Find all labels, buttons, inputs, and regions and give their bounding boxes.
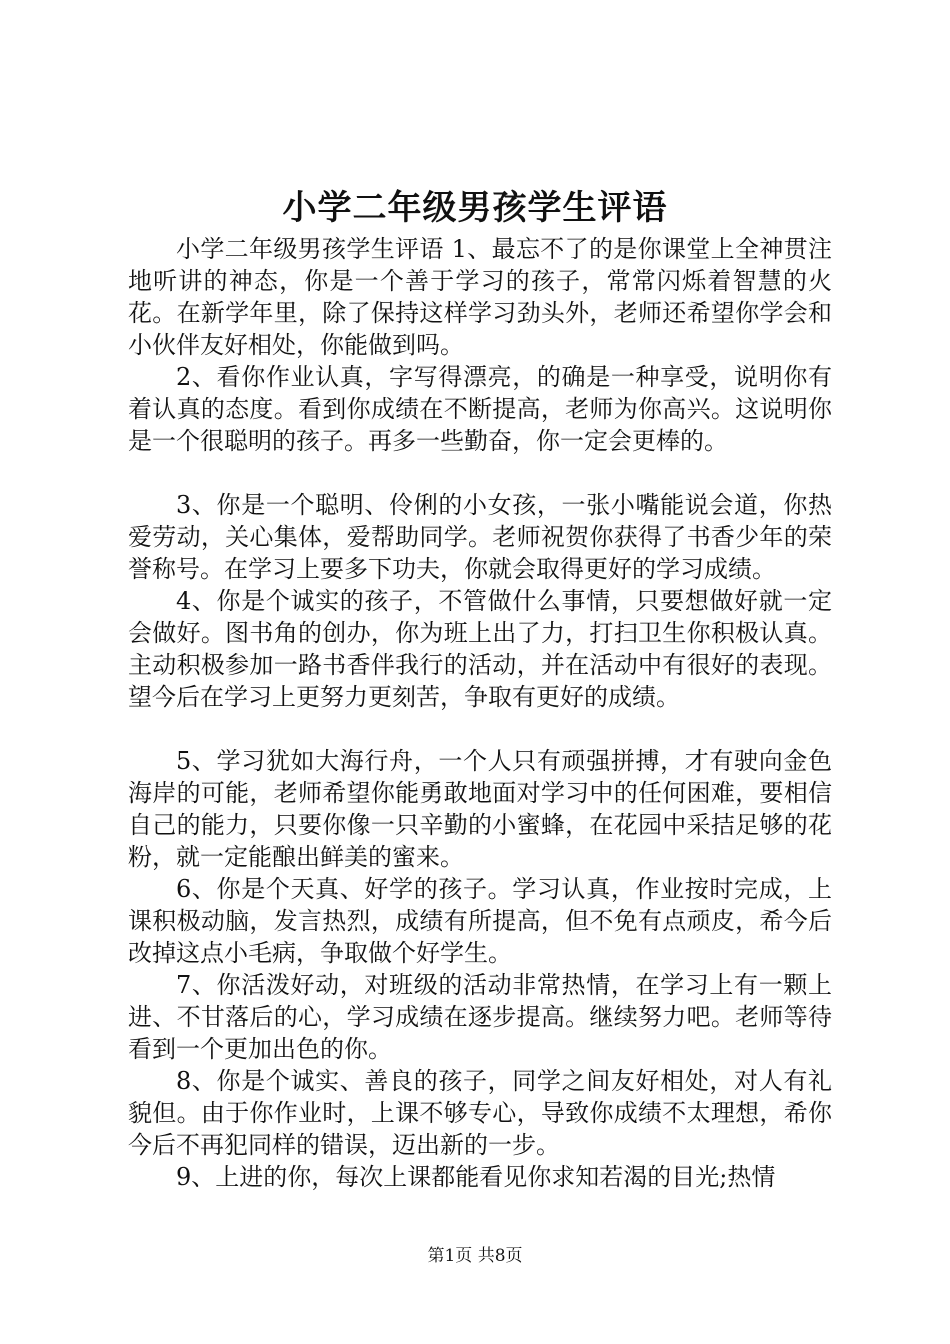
paragraph-4: 4、你是个诚实的孩子，不管做什么事情，只要想做好就一定会做好。图书角的创办，你为班上出了力，打扫卫生你积极认真。主动积极参加一路书香伴我行的活动，并在活动中有很好的表现。望今后在学习上更努力更刻苦，争取有更好的成绩。 [128,587,832,711]
paragraph-3: 3、你是一个聪明、伶俐的小女孩，一张小嘴能说会道，你热爱劳动，关心集体，爱帮助同学。老师祝贺你获得了书香少年的荣誉称号。在学习上要多下功夫，你就会取得更好的学习成绩。 [128,491,832,583]
paragraph-9: 9、上进的你，每次上课都能看见你求知若渴的目光;热情 [176,1163,776,1191]
document-title: 小学二年级男孩学生评语 [282,188,668,228]
paragraph-7: 7、你活泼好动，对班级的活动非常热情，在学习上有一颗上进、不甘落后的心，学习成绩在逐步提高。继续努力吧。老师等待看到一个更加出色的你。 [128,971,832,1063]
paragraph-6: 6、你是个天真、好学的孩子。学习认真，作业按时完成，上课积极动脑，发言热烈，成绩有所提高，但不免有点顽皮，希今后改掉这点小毛病，争取做个好学生。 [128,875,832,967]
paragraph-2: 2、看你作业认真，字写得漂亮，的确是一种享受，说明你有着认真的态度。看到你成绩在不断提高，老师为你高兴。这说明你是一个很聪明的孩子。再多一些勤奋，你一定会更棒的。 [128,363,832,455]
document-body [128,233,832,1193]
paragraph-8: 8、你是个诚实、善良的孩子，同学之间友好相处，对人有礼貌但。由于你作业时，上课不够专心，导致你成绩不太理想，希你今后不再犯同样的错误，迈出新的一步。 [128,1067,832,1159]
page-footer: 第1页 共8页 [427,1246,523,1266]
paragraph-5: 5、学习犹如大海行舟，一个人只有顽强拼搏，才有驶向金色海岸的可能，老师希望你能勇敢地面对学习中的任何困难，要相信自己的能力，只要你像一只辛勤的小蜜蜂，在花园中采拮足够的花粉，就一定能酿出鲜美的蜜来。 [128,747,832,871]
paragraph-1: 小学二年级男孩学生评语 1、最忘不了的是你课堂上全神贯注地听讲的神态，你是一个善于学习的孩子，常常闪烁着智慧的火花。在新学年里，除了保持这样学习劲头外，老师还希望你学会和小伙伴友好相处，你能做到吗。 [128,235,832,359]
